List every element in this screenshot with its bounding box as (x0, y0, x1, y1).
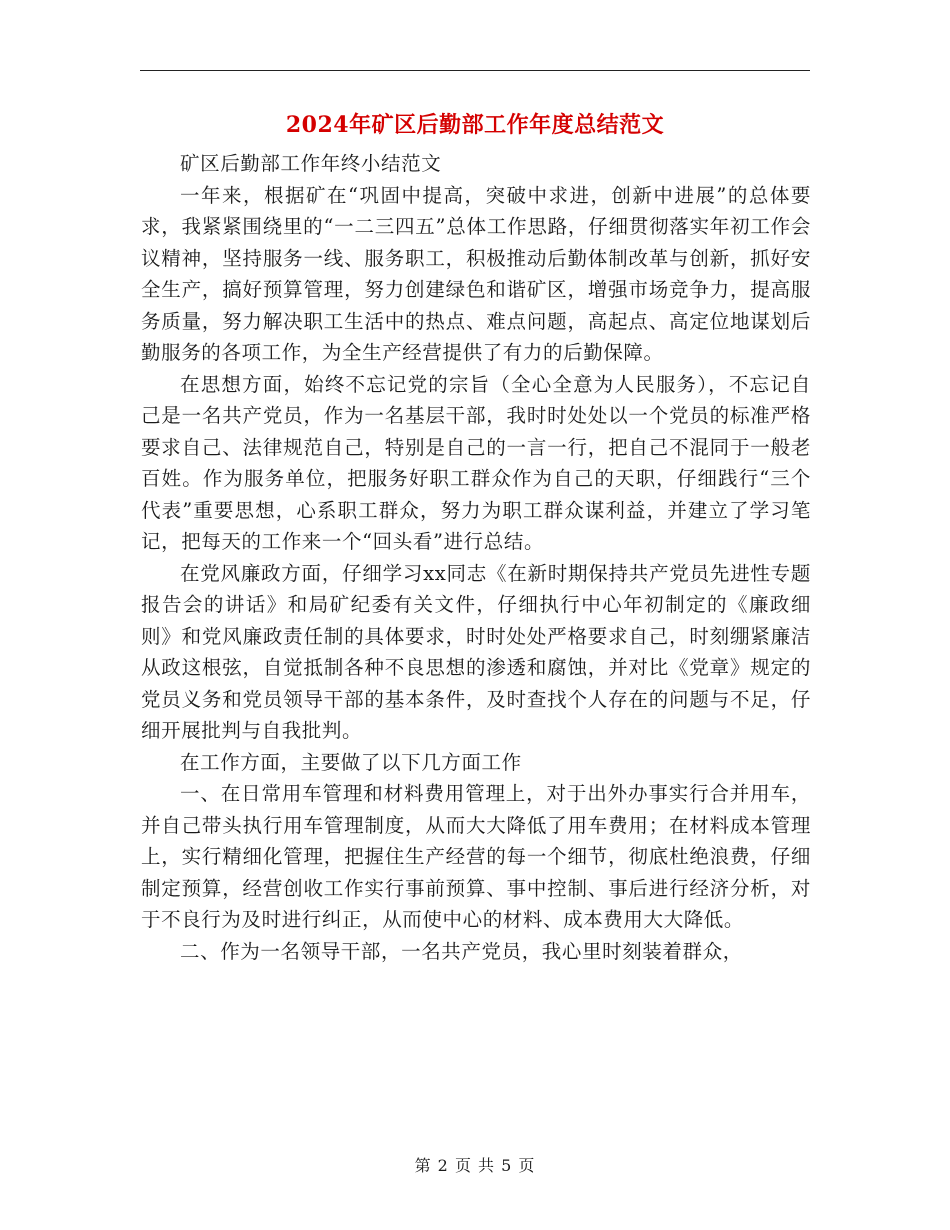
body-paragraph: 在工作方面，主要做了以下几方面工作 (180, 750, 522, 774)
body-paragraph: 二、作为一名领导干部，一名共产党员，我心里时刻装着群众， (180, 939, 743, 963)
header-rule (140, 70, 810, 71)
body-paragraph: 在思想方面，始终不忘记党的宗旨（全心全意为人民服务），不忘记自己是一名共产党员，作为一名基层干部，我时时处处以一个党员的标准严格要求自己、法律规范自己，特别是自己的一言一行，把自己不混同于一般老百姓。作为服务单位，把服务好职工群众作为自己的天职，仔细践行“三个代表”重要思想，心系职工群众，努力为职工群众谋利益，并建立了学习笔记，把每天的工作来一个“回头看”进行总结。 (141, 372, 811, 553)
document-body (141, 148, 811, 967)
body-paragraph: 一年来，根据矿在“巩固中提高，突破中求进，创新中进展”的总体要求，我紧紧围绕里的“一二三四五”总体工作思路，仔细贯彻落实年初工作会议精神，坚持服务一线、服务职工，积极推动后勤体制改革与创新，抓好安全生产，搞好预算管理，努力创建绿色和谐矿区，增强市场竞争力，提高服务质量，努力解决职工生活中的热点、难点问题，高起点、高定位地谋划后勤服务的各项工作，为全生产经营提供了有力的后勤保障。 (141, 183, 811, 364)
page-number-footer: 第 2 页 共 5 页 (414, 1156, 536, 1175)
body-paragraph: 一、在日常用车管理和材料费用管理上，对于出外办事实行合并用车，并自己带头执行用车管理制度，从而大大降低了用车费用；在材料成本管理上，实行精细化管理，把握住生产经营的每一个细节，彻底杜绝浪费，仔细制定预算，经营创收工作实行事前预算、事中控制、事后进行经济分析，对于不良行为及时进行纠正，从而使中心的材料、成本费用大大降低。 (141, 782, 811, 931)
document-title: 2024年矿区后勤部工作年度总结范文 (285, 112, 665, 138)
subtitle-paragraph: 矿区后勤部工作年终小结范文 (180, 152, 442, 175)
body-paragraph: 在党风廉政方面，仔细学习xx同志《在新时期保持共产党员先进性专题报告会的讲话》和局矿纪委有关文件，仔细执行中心年初制定的《廉政细则》和党风廉政责任制的具体要求，时时处处严格要求自己，时刻绷紧廉洁从政这根弦，自觉抵制各种不良思想的渗透和腐蚀，并对比《党章》规定的党员义务和党员领导干部的基本条件，及时查找个人存在的问题与不足，仔细开展批判与自我批判。 (141, 561, 811, 742)
